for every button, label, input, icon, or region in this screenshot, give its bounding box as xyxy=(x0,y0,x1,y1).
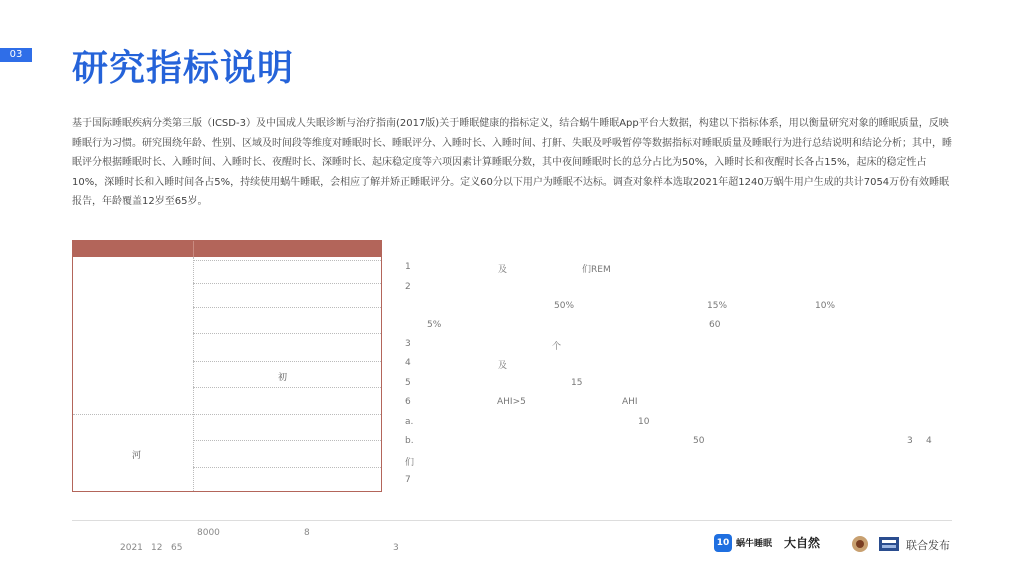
page-title: 研究指标说明 xyxy=(72,48,295,89)
footer-text: 8 xyxy=(304,528,310,538)
footer-text: 2021 xyxy=(120,543,143,553)
note-fragment: 及 xyxy=(498,265,508,275)
daziran-logo-text: 大自然 xyxy=(784,536,821,550)
note-number: 5 xyxy=(405,378,411,388)
note-fragment: 个 xyxy=(552,342,562,352)
table-row-line xyxy=(193,260,381,261)
footer-text: 3 xyxy=(393,543,399,553)
seal-logo-icon xyxy=(851,535,869,553)
table-row-line xyxy=(193,283,381,284)
note-fragment: 15 xyxy=(571,378,583,388)
table-row-line xyxy=(193,307,381,308)
note-fragment: 们REM xyxy=(582,265,611,275)
note-fragment: 60 xyxy=(709,320,721,330)
note-number: 6 xyxy=(405,397,411,407)
note-number: b. xyxy=(405,436,414,446)
table-cell: 河 xyxy=(132,451,142,461)
note-fragment: AHI>5 xyxy=(497,397,526,407)
note-fragment: AHI xyxy=(622,397,638,407)
table-row-line xyxy=(193,333,381,334)
note-fragment: 们 xyxy=(405,458,415,468)
note-number: 1 xyxy=(405,262,411,272)
note-number: 2 xyxy=(405,282,411,292)
note-fragment: 3 xyxy=(907,436,913,446)
note-number: 3 xyxy=(405,339,411,349)
note-fragment: 10% xyxy=(815,301,836,311)
note-fragment: 15% xyxy=(707,301,728,311)
footer-text: 12 xyxy=(151,543,163,553)
table-row-line xyxy=(193,467,381,468)
note-fragment: 及 xyxy=(498,361,508,371)
intro-paragraph: 基于国际睡眠疾病分类第三版（ICSD-3）及中国成人失眠诊断与治疗指南(2017版)关于睡眠健康的指标定义，结合蜗牛睡眠App平台大数据，构建以下指标体系，用以衡量研究对象的睡眠质量，反映睡眠行为习惯。研究围绕年龄、性别、区域及时间段等维度对睡眠时长、睡眠评分、入睡时长、入睡时间、打鼾、失眠及呼吸暂停等数据指标对睡眠质量及睡眠行为进行总结说明和结论分析；其中，睡眠评分根据睡眠时长、入睡时间、入睡时长、夜醒时长、深睡时长、起床稳定度等六项因素计算睡眠分数，其中夜间睡眠时长的总分占比为50%，入睡时长和夜醒时长各占15%，起床的稳定性占10%，深睡时长和入睡时间各占5%，持续使用蜗牛睡眠，会相应了解并矫正睡眠评分。定义60分以下用户为睡眠不达标。调查对象样本选取2021年超1240万蜗牛用户生成的共计7054万份有效睡眠报告，年龄覆盖12岁至65岁。 xyxy=(72,118,952,207)
table-column-divider xyxy=(193,257,194,491)
note-fragment: 50 xyxy=(693,436,705,446)
table-row-line xyxy=(193,387,381,388)
snail-sleep-logo-text: 蜗牛睡眠 xyxy=(736,539,773,549)
note-fragment: 10 xyxy=(638,417,650,427)
table-cell: 初 xyxy=(278,373,288,383)
note-fragment: 4 xyxy=(926,436,932,446)
note-fragment: 50% xyxy=(554,301,575,311)
table-row-line xyxy=(193,361,381,362)
table-row-line xyxy=(193,440,381,441)
note-fragment: 5% xyxy=(427,320,442,330)
partner-emblem-icon xyxy=(878,535,900,553)
note-number: 7 xyxy=(405,475,411,485)
indicator-table xyxy=(72,240,382,492)
note-number: 4 xyxy=(405,358,411,368)
table-header-divider xyxy=(193,241,194,257)
footer-divider xyxy=(72,520,952,521)
joint-release-label: 联合发布 xyxy=(906,539,950,552)
table-header xyxy=(73,241,381,257)
table-section-divider xyxy=(73,414,381,415)
notes-list xyxy=(405,262,965,492)
page-number-badge: 03 xyxy=(0,48,32,62)
footer-text: 65 xyxy=(171,543,183,553)
snail-sleep-logo-icon: 10 xyxy=(714,534,732,552)
footer-text: 8000 xyxy=(197,528,220,538)
note-number: a. xyxy=(405,417,414,427)
